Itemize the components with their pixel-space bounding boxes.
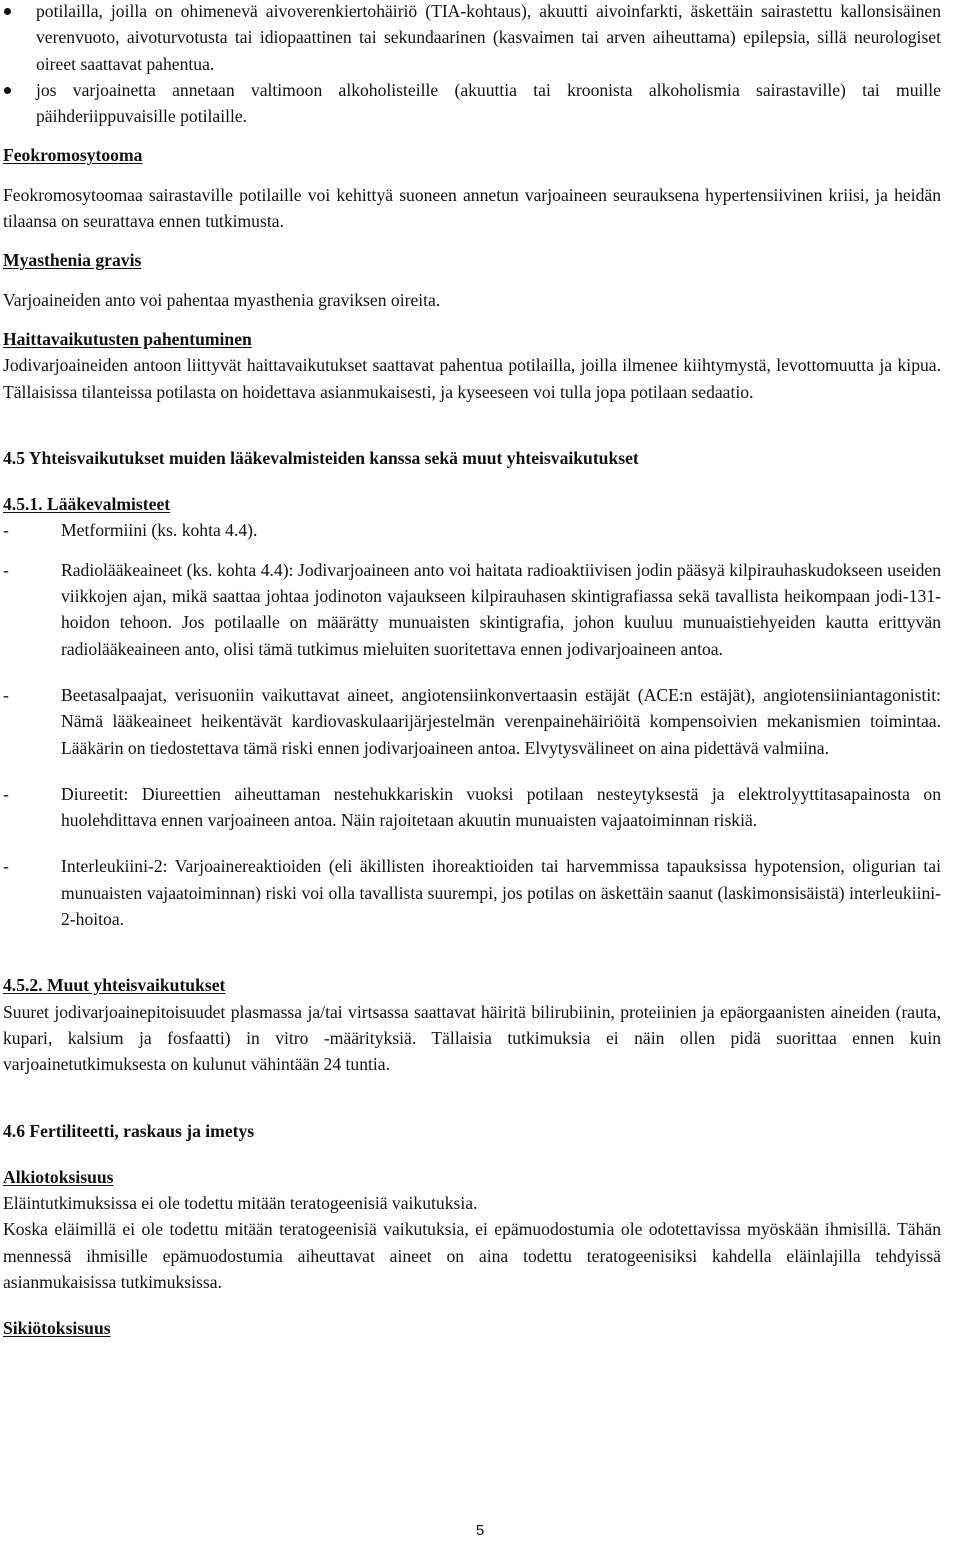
dash-item-metformiini <box>3 517 941 543</box>
dash-item-text: Beetasalpaajat, verisuoniin vaikuttavat aineet, angiotensiinkonvertaasin estäjät (ACE:n estäjät), angiotensiiniantagonistit: Nämä lääkeaineet heikentävät kardiovaskulaarijärjestelmän verenpainehäiriöitä kompensoivien mekanismien toimintaa. Lääkärin on tiedostettava tämä riski ennen jodivarjoaineen antoa. Elvytysvälineet on aina pidettävä valmiina. <box>61 684 941 758</box>
paragraph-haittavaikutusten: Jodivarjoaineiden antoon liittyvät haittavaikutukset saattavat pahentua potilailla, joilla ilmenee kiihtymystä, levottomuutta ja kipua. Tällaisissa tilanteissa potilasta on hoidettava asianmukaisesti, ja kyseeseen voi tulla jopa potilaan sedaatio. <box>3 355 941 402</box>
page-content <box>3 0 941 1342</box>
bullet-item-tia: potilailla, joilla on ohimenevä aivoverenkiertohäiriö (TIA-kohtaus), akuutti aivoinfarkti, äskettäin sairastettu kallonsisäinen verenvuoto, aivoturvotusta tai idiopaattinen tai sekundaarinen (kasvaimen tai arven aiheuttama) epilepsia, sillä neurologiset oireet saattavat pahentua. <box>3 0 941 77</box>
dash-item-text: Metformiini (ks. kohta 4.4). <box>61 520 258 541</box>
heading-sikiotoksisuus: Sikiötoksisuus <box>3 1318 111 1339</box>
dash-marker: - <box>3 520 9 541</box>
paragraph-muut-yhteisvaikutukset: Suuret jodivarjoainepitoisuudet plasmassa ja/tai virtsassa saattavat häiritä bilirubiinin, proteiinien ja epäorgaanisten aineiden (rauta, kupari, kalsium ja fosfaatti) in vitro -määrityksiä. Tällaisia tutkimuksia ei näin ollen pidä suorittaa ennen kuin varjoainetutkimuksesta on kulunut vähintään 24 tuntia. <box>3 1001 941 1075</box>
heading-section-4-5-1: 4.5.1. Lääkevalmisteet <box>3 494 171 515</box>
dash-marker: - <box>3 559 9 580</box>
dash-item-interleukiini <box>3 853 941 932</box>
heading-section-4-5: 4.5 Yhteisvaikutukset muiden lääkevalmisteiden kanssa sekä muut yhteisvaikutukset <box>3 447 639 468</box>
dash-item-text: Diureetit: Diureettien aiheuttaman nestehukkariskin vuoksi potilaan nesteytyksestä ja elektrolyyttitasapainosta on huolehdittava ennen varjoaineen antoa. Näin rajoitetaan akuutin munuaisten vajaatoiminnan riskiä. <box>61 783 941 831</box>
dash-marker: - <box>3 856 9 877</box>
dash-item-beetasalpaajat <box>3 682 941 761</box>
bullet-item-alcohol: jos varjoainetta annetaan valtimoon alkoholisteille (akuuttia tai kroonista alkoholismia sairastaville) tai muille päihderiippuvaisille potilaille. <box>3 77 941 130</box>
bullet-list <box>3 0 941 129</box>
dash-item-text: Interleukiini-2: Varjoainereaktioiden (eli äkillisten ihoreaktioiden tai harvemmissa tapauksissa hypotension, oligurian tai munuaisten vajaatoiminnan) riski voi olla tavallista suurempi, jos potilas on äskettäin saanut (laskimonsisäistä) interleukiini-2-hoitoa. <box>61 856 941 930</box>
dash-marker: - <box>3 783 9 804</box>
heading-section-4-5-2: 4.5.2. Muut yhteisvaikutukset <box>3 975 226 996</box>
dash-marker: - <box>3 684 9 705</box>
paragraph-myasthenia: Varjoaineiden anto voi pahentaa myasthenia graviksen oireita. <box>3 289 441 310</box>
paragraph-alkiotoksisuus-1: Eläintutkimuksissa ei ole todettu mitään teratogeenisiä vaikutuksia. <box>3 1193 478 1214</box>
dash-list-lakevalmisteet <box>3 517 941 543</box>
dash-item-diureetit <box>3 781 941 834</box>
heading-feokromosytooma: Feokromosytooma <box>3 145 143 166</box>
dash-item-radiolaakeaineet <box>3 557 941 662</box>
page-number: 5 <box>475 1522 485 1539</box>
dash-item-text: Radiolääkeaineet (ks. kohta 4.4): Jodivarjoaineen anto voi haitata radioaktiivisen jodin pääsyä kilpirauhaskudokseen useiden viikkojen ajan, mikä saattaa johtaa jodinoton vajaukseen kilpirauhasen skintigrafiassa sekä tavallista heikompaan jodi-131-hoidon tehoon. Jos potilaalle on määrätty munuaisten skintigrafia, johon kuuluu munuaistiehyeiden kautta erittyvän radiolääkeaineen anto, olisi tämä tutkimus mieluiten suoritettava ennen jodivarjoaineen antoa. <box>61 559 941 659</box>
heading-myasthenia: Myasthenia gravis <box>3 250 142 271</box>
paragraph-alkiotoksisuus-2: Koska eläimillä ei ole todettu mitään teratogeenisiä vaikutuksia, ei epämuodostumia ole odotettavissa myöskään ihmisillä. Tähän mennessä ihmisille epämuodostumia aiheuttavat aineet on aina todettu teratogeenisiksi kahdella eläinlajilla tehdyissä asianmukaisissa tutkimuksissa. <box>3 1219 941 1292</box>
heading-section-4-6: 4.6 Fertiliteetti, raskaus ja imetys <box>3 1120 255 1141</box>
heading-haittavaikutusten: Haittavaikutusten pahentuminen <box>3 328 252 349</box>
heading-alkiotoksisuus: Alkiotoksisuus <box>3 1166 114 1187</box>
paragraph-feokromosytooma: Feokromosytoomaa sairastaville potilaille voi kehittyä suoneen annetun varjoaineen seurauksena hypertensiivinen kriisi, ja heidän tilaansa on seurattava ennen tutkimusta. <box>3 184 941 232</box>
